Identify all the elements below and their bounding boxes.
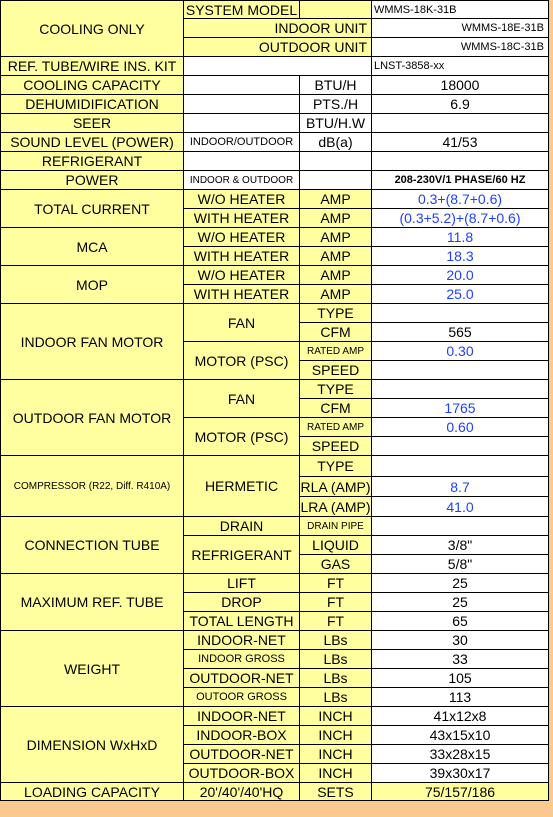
connection-liquid-value: 3/8" <box>371 535 549 555</box>
loading-capacity-value: 75/157/186 <box>371 782 549 801</box>
outdoor-cfm-value: 1765 <box>371 398 549 418</box>
outdoor-rated-amp-label: RATED AMP <box>299 417 372 437</box>
dimension-item-label: OUTDOOR-BOX <box>183 763 300 783</box>
weight-item-label: INDOOR-NET <box>183 630 300 650</box>
connection-drain-label: DRAIN <box>183 516 300 536</box>
ref-tube-kit-value: LNST-3858-xx <box>371 56 549 76</box>
compressor-hermetic-label: HERMETIC <box>183 455 300 517</box>
max-ref-drop-value: 25 <box>371 592 549 612</box>
cooling-capacity-label: COOLING CAPACITY <box>0 75 184 95</box>
indoor-fan-label: FAN <box>183 303 300 342</box>
max-ref-total-unit: FT <box>299 611 372 631</box>
total-current-with-unit: AMP <box>299 208 372 228</box>
weight-item-value: 33 <box>371 649 549 669</box>
mca-with-label: WITH HEATER <box>183 246 300 266</box>
weight-item-label: INDOOR GROSS <box>183 649 300 669</box>
cooling-capacity-unit: BTU/H <box>299 75 372 95</box>
max-ref-drop-unit: FT <box>299 592 372 612</box>
indoor-cfm-value: 565 <box>371 322 549 342</box>
sound-level-unit: dB(a) <box>299 132 372 152</box>
max-ref-total-label: TOTAL LENGTH <box>183 611 300 631</box>
seer-label: SEER <box>0 113 184 133</box>
sound-level-sub: INDOOR/OUTDOOR <box>183 132 300 152</box>
dimension-item-value: 33x28x15 <box>371 744 549 764</box>
connection-refrigerant-label: REFRIGERANT <box>183 535 300 574</box>
indoor-type-value <box>371 303 549 323</box>
seer-unit: BTU/H.W <box>299 113 372 133</box>
ref-tube-kit-blank <box>183 56 372 76</box>
indoor-type-label: TYPE <box>299 303 372 323</box>
dimension-item-value: 41x12x8 <box>371 706 549 726</box>
weight-item-value: 105 <box>371 668 549 688</box>
cooling-only-label: COOLING ONLY <box>0 0 184 57</box>
indoor-fan-motor-label: INDOOR FAN MOTOR <box>0 303 184 380</box>
compressor-lra-label: LRA (AMP) <box>299 496 372 517</box>
seer-value <box>371 113 549 133</box>
indoor-unit-value: WMMS-18E-31B <box>371 18 549 38</box>
mop-with-value: 25.0 <box>371 284 549 304</box>
loading-capacity-sub: 20'/40'/40'HQ <box>183 782 300 801</box>
connection-liquid-label: LIQUID <box>299 535 372 555</box>
loading-capacity-label: LOADING CAPACITY <box>0 782 184 801</box>
max-ref-lift-value: 25 <box>371 573 549 593</box>
mop-with-unit: AMP <box>299 284 372 304</box>
compressor-label: COMPRESSOR (R22, Diff. R410A) <box>0 455 184 517</box>
connection-tube-label: CONNECTION TUBE <box>0 516 184 574</box>
dimension-item-unit: INCH <box>299 763 372 783</box>
dimension-item-value: 39x30x17 <box>371 763 549 783</box>
weight-item-unit: LBs <box>299 668 372 688</box>
power-value: 208-230V/1 PHASE/60 HZ <box>371 170 549 190</box>
indoor-speed-label: SPEED <box>299 360 372 380</box>
refrigerant-unit <box>299 151 372 171</box>
dimension-item-label: OUTDOOR-NET <box>183 744 300 764</box>
seer-sub <box>183 113 300 133</box>
cooling-capacity-sub <box>183 75 300 95</box>
dehumidification-sub <box>183 94 300 114</box>
refrigerant-sub <box>183 151 300 171</box>
mca-wo-value: 11.8 <box>371 227 549 247</box>
weight-item-unit: LBs <box>299 630 372 650</box>
total-current-label: TOTAL CURRENT <box>0 189 184 228</box>
indoor-unit-label: INDOOR UNIT <box>183 18 372 38</box>
max-ref-lift-unit: FT <box>299 573 372 593</box>
weight-item-value: 30 <box>371 630 549 650</box>
cooling-capacity-value: 18000 <box>371 75 549 95</box>
dimension-item-value: 43x15x10 <box>371 725 549 745</box>
outdoor-type-value <box>371 379 549 399</box>
indoor-motor-label: MOTOR (PSC) <box>183 341 300 380</box>
weight-item-label: OUTDOOR-NET <box>183 668 300 688</box>
outdoor-type-label: TYPE <box>299 379 372 399</box>
compressor-type-value <box>371 455 549 477</box>
power-label: POWER <box>0 170 184 190</box>
dimension-item-label: INDOOR-BOX <box>183 725 300 745</box>
sound-level-label: SOUND LEVEL (POWER) <box>0 132 184 152</box>
outdoor-motor-label: MOTOR (PSC) <box>183 417 300 456</box>
loading-capacity-unit: SETS <box>299 782 372 801</box>
total-current-wo-label: W/O HEATER <box>183 189 300 209</box>
outdoor-cfm-label: CFM <box>299 398 372 418</box>
dehumidification-unit: PTS./H <box>299 94 372 114</box>
system-model-blank <box>299 0 372 19</box>
total-current-wo-value: 0.3+(8.7+0.6) <box>371 189 549 209</box>
dimension-item-unit: INCH <box>299 744 372 764</box>
total-current-with-label: WITH HEATER <box>183 208 300 228</box>
indoor-rated-amp-value: 0.30 <box>371 341 549 361</box>
connection-gas-label: GAS <box>299 554 372 574</box>
mca-wo-unit: AMP <box>299 227 372 247</box>
compressor-type-label: TYPE <box>299 455 372 477</box>
total-current-with-value: (0.3+5.2)+(8.7+0.6) <box>371 208 549 228</box>
power-unit <box>299 170 372 190</box>
total-current-wo-unit: AMP <box>299 189 372 209</box>
outdoor-unit-label: OUTDOOR UNIT <box>183 37 372 57</box>
outdoor-fan-label: FAN <box>183 379 300 418</box>
refrigerant-value <box>371 151 549 171</box>
max-ref-total-value: 65 <box>371 611 549 631</box>
mop-wo-unit: AMP <box>299 265 372 285</box>
dimension-item-label: INDOOR-NET <box>183 706 300 726</box>
mca-with-value: 18.3 <box>371 246 549 266</box>
mca-with-unit: AMP <box>299 246 372 266</box>
indoor-cfm-label: CFM <box>299 322 372 342</box>
max-ref-tube-label: MAXIMUM REF. TUBE <box>0 573 184 631</box>
dehumidification-value: 6.9 <box>371 94 549 114</box>
weight-item-unit: LBs <box>299 687 372 707</box>
compressor-rla-label: RLA (AMP) <box>299 476 372 497</box>
compressor-rla-value: 8.7 <box>371 476 549 497</box>
max-ref-drop-label: DROP <box>183 592 300 612</box>
connection-drain-pipe-label: DRAIN PIPE <box>299 516 372 536</box>
outdoor-fan-motor-label: OUTDOOR FAN MOTOR <box>0 379 184 456</box>
outdoor-rated-amp-value: 0.60 <box>371 417 549 437</box>
mop-wo-value: 20.0 <box>371 265 549 285</box>
system-model-value: WMMS-18K-31B <box>371 0 549 19</box>
dimension-item-unit: INCH <box>299 725 372 745</box>
mop-label: MOP <box>0 265 184 304</box>
weight-item-unit: LBs <box>299 649 372 669</box>
mca-wo-label: W/O HEATER <box>183 227 300 247</box>
sound-level-value: 41/53 <box>371 132 549 152</box>
mca-label: MCA <box>0 227 184 266</box>
power-sub: INDOOR & OUTDOOR <box>183 170 300 190</box>
dimension-label: DIMENSION WxHxD <box>0 706 184 783</box>
outdoor-speed-value <box>371 436 549 456</box>
weight-item-label: OUTOOR GROSS <box>183 687 300 707</box>
weight-label: WEIGHT <box>0 630 184 707</box>
dimension-item-unit: INCH <box>299 706 372 726</box>
mop-with-label: WITH HEATER <box>183 284 300 304</box>
connection-drain-value <box>371 516 549 536</box>
weight-item-value: 113 <box>371 687 549 707</box>
outdoor-unit-value: WMMS-18C-31B <box>371 37 549 57</box>
indoor-rated-amp-label: RATED AMP <box>299 341 372 361</box>
compressor-lra-value: 41.0 <box>371 496 549 517</box>
max-ref-lift-label: LIFT <box>183 573 300 593</box>
indoor-speed-value <box>371 360 549 380</box>
ref-tube-kit-label: REF. TUBE/WIRE INS. KIT <box>0 56 184 76</box>
dehumidification-label: DEHUMIDIFICATION <box>0 94 184 114</box>
connection-gas-value: 5/8" <box>371 554 549 574</box>
refrigerant-label: REFRIGERANT <box>0 151 184 171</box>
system-model-label: SYSTEM MODEL <box>183 0 300 19</box>
mop-wo-label: W/O HEATER <box>183 265 300 285</box>
outdoor-speed-label: SPEED <box>299 436 372 456</box>
